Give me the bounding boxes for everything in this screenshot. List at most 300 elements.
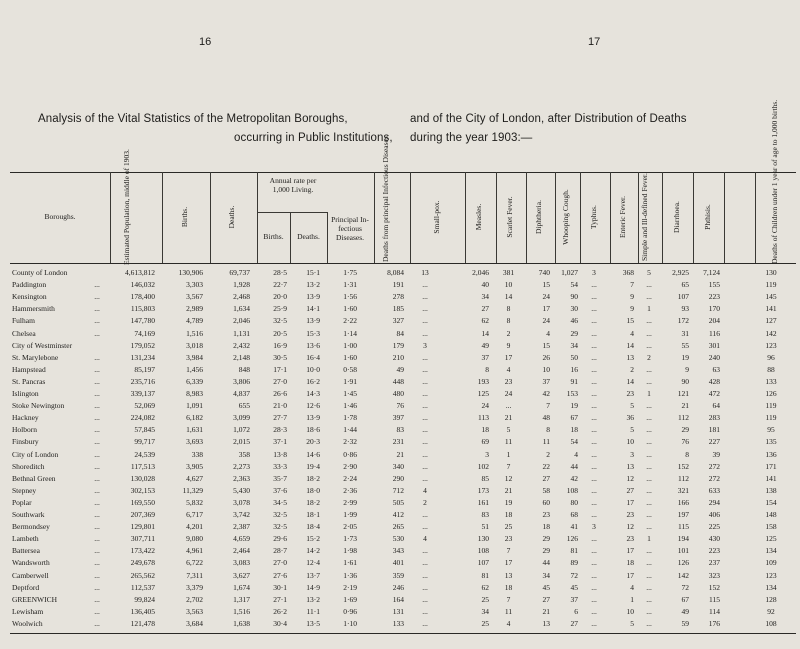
cell-borough: Hammersmith [12,304,55,314]
cell-rate-deaths: 18·4 [306,522,320,532]
cell-phthisis: 283 [708,413,720,423]
cell-children: 109 [765,558,777,568]
cell-scarlet: 7 [506,594,511,604]
cell-rate-deaths: 14·1 [306,304,320,314]
cell-borough: Hampstead [12,364,46,374]
cell-rate-births: 20·0 [273,292,287,302]
cell-whooping: 68 [570,510,578,519]
cell-phthisis: 170 [708,304,720,314]
cell-deaths-principal: 246 [392,582,404,592]
cell-measles: 3 [485,449,489,459]
cell-whooping: 41 [570,522,578,532]
cell-deaths: 3,083 [233,558,250,568]
cell-dots: ... [94,558,100,568]
cell-dots: ... [94,376,100,386]
cell-rate-principal: 2·90 [343,461,357,471]
col-rule [374,172,375,263]
cell-simple: ... [646,618,652,628]
cell-children: 119 [765,401,777,411]
title-left-line1: Analysis of the Vital Statistics of the Metropolitan Boroughs, [38,113,348,125]
table-row [0,510,800,520]
cell-whooping: 126 [566,534,578,544]
cell-rate-deaths: 19·4 [306,461,320,471]
cell-diarrhoea: 2,925 [672,268,689,277]
cell-simple: ... [646,594,652,604]
cell-diarrhoea: 172 [677,316,689,326]
cell-diarrhoea: 112 [678,413,689,423]
table-row [0,316,800,326]
cell-dots: ... [94,485,100,495]
header-whooping: Whooping Cough. [561,189,570,245]
cell-children: 130 [765,268,777,277]
table-row [0,304,800,314]
cell-dots: ... [94,304,100,314]
cell-smallpox: ... [422,558,428,568]
cell-rate-births: 28·3 [273,425,287,435]
cell-typhus: ... [591,461,597,471]
cell-children: 88 [767,364,775,374]
cell-deaths: 2,464 [233,546,250,556]
cell-deaths: 4,837 [233,389,250,398]
cell-children: 108 [765,618,777,628]
cell-dots: ... [94,389,100,398]
cell-whooping: 72 [570,570,578,580]
cell-rate-births: 29·6 [273,534,287,544]
cell-deaths-principal: 210 [392,352,404,362]
cell-whooping: 81 [570,546,578,556]
cell-simple: ... [646,510,652,519]
cell-deaths: 1,317 [233,594,250,604]
cell-diphtheria: 21 [542,606,550,616]
cell-phthisis: 225 [708,522,720,532]
cell-scarlet: 18 [504,582,513,592]
cell-deaths-principal: 412 [392,510,404,519]
cell-enteric: 10 [626,437,634,447]
cell-rate-deaths: 14·9 [306,582,320,592]
cell-diphtheria: 24 [542,292,550,302]
cell-diarrhoea: 121 [677,389,689,398]
cell-typhus: ... [591,413,597,423]
header-diarrhoea: Diarrhoea. [672,201,681,233]
cell-borough: Islington [12,389,39,398]
cell-dots: ... [94,606,100,616]
cell-smallpox: ... [422,413,428,423]
cell-deaths-principal: 359 [392,570,404,580]
cell-dots: ... [94,328,100,338]
cell-children: 125 [765,534,777,544]
cell-deaths: 1,674 [233,582,250,592]
cell-simple: ... [646,570,652,580]
cell-diphtheria: 37 [542,376,550,386]
cell-rate-births: 28·5 [273,268,287,277]
cell-diarrhoea: 197 [677,510,689,519]
header-children: Deaths of Children under 1 year of age to 1,000 births. [770,99,779,264]
cell-typhus: ... [591,606,597,616]
cell-rate-principal: 1·00 [343,340,357,350]
cell-whooping: 29 [570,328,578,338]
cell-rate-births: 27·6 [273,570,287,580]
cell-children: 171 [765,461,777,471]
cell-deaths: 3,742 [233,510,250,519]
table-row [0,583,800,593]
cell-children: 92 [767,606,775,616]
col-rule [162,172,163,263]
col-rule [693,172,694,263]
cell-deaths-principal: 131 [392,606,404,616]
cell-measles: 18 [481,425,489,435]
cell-children: 134 [765,546,777,556]
cell-simple: 1 [647,534,651,544]
cell-population: 117,513 [130,461,155,471]
cell-dots: ... [94,316,100,326]
cell-scarlet: 19 [504,497,513,507]
cell-phthisis: 204 [708,316,720,326]
cell-diphtheria: 17 [542,304,550,314]
cell-enteric: 5 [630,401,634,411]
header-enteric: Enteric Fever. [618,195,627,239]
cell-measles: 173 [477,485,489,495]
cell-children: 123 [765,340,777,350]
cell-population: 121,478 [130,618,155,628]
cell-population: 235,716 [130,376,155,386]
cell-phthisis: 155 [708,280,720,290]
cell-phthisis: 272 [708,473,720,483]
cell-simple: 1 [647,389,651,398]
cell-phthisis: 428 [708,376,720,386]
table-row [0,377,800,387]
cell-dots: ... [94,280,100,290]
cell-population: 99,717 [134,437,155,447]
cell-whooping: 45 [570,582,578,592]
cell-simple: ... [646,328,652,338]
cell-rate-principal: 2·05 [343,522,357,532]
cell-deaths-principal: 327 [392,316,404,326]
cell-enteric: 7 [630,280,634,290]
col-rule [210,172,211,263]
header-typhus: Typhus. [589,205,598,229]
header-rate-principal: Principal In- fectious Diseases. [331,215,369,242]
cell-phthisis: 240 [708,352,720,362]
cell-simple: ... [646,485,652,495]
cell-births: 2,702 [186,594,203,604]
cell-rate-principal: 0·58 [343,364,357,374]
cell-phthisis: 294 [708,497,720,507]
cell-dots: ... [94,437,100,447]
cell-births: 4,627 [186,473,203,483]
cell-dots: ... [94,594,100,604]
cell-diarrhoea: 90 [681,376,689,386]
table-row [0,280,800,290]
cell-population: 307,711 [130,534,155,544]
cell-smallpox: ... [422,437,428,447]
cell-births: 4,789 [186,316,203,326]
cell-births: 338 [191,449,203,459]
cell-whooping: 50 [570,352,578,362]
cell-phthisis: 115 [709,594,720,604]
cell-births: 4,201 [186,522,203,532]
cell-measles: 2,046 [472,268,489,277]
cell-dots: ... [94,292,100,302]
cell-deaths-principal: 505 [392,497,404,507]
cell-typhus: ... [591,401,597,411]
cell-diphtheria: 29 [542,546,550,556]
cell-borough: Deptford [12,582,40,592]
cell-simple: ... [646,449,652,459]
cell-rate-births: 27·1 [273,594,287,604]
cell-enteric: 10 [626,606,634,616]
col-rule [610,172,611,263]
cell-typhus: 3 [592,268,596,277]
cell-simple: ... [646,413,652,423]
cell-rate-deaths: 13·6 [306,340,320,350]
cell-scarlet: 2 [506,328,511,338]
cell-births: 11,329 [182,485,203,495]
cell-rate-births: 32·5 [273,522,287,532]
cell-rate-deaths: 13·9 [306,292,320,302]
cell-deaths-principal: 290 [392,473,404,483]
cell-deaths: 1,131 [233,328,250,338]
cell-simple: ... [646,376,652,386]
cell-scarlet: 25 [504,522,513,532]
cell-measles: 34 [481,606,489,616]
cell-deaths-principal: 21 [396,449,404,459]
cell-rate-births: 32·5 [273,510,287,519]
cell-population: 115,803 [130,304,155,314]
cell-simple: ... [646,522,652,532]
cell-rate-deaths: 14·6 [306,449,320,459]
cell-diphtheria: 60 [542,497,550,507]
header-diphtheria: Diphtheria. [534,200,543,234]
cell-diphtheria: 27 [542,594,550,604]
table-row [0,450,800,460]
cell-rate-principal: 2·99 [343,497,357,507]
cell-rate-principal: 2·32 [343,437,357,447]
cell-scarlet: 9 [506,340,511,350]
cell-diphtheria: 27 [542,473,550,483]
cell-whooping: 34 [570,340,578,350]
cell-measles: 193 [477,376,489,386]
cell-children: 141 [765,304,777,314]
cell-scarlet: 8 [506,304,511,314]
cell-typhus: ... [591,328,597,338]
cell-diphtheria: 44 [542,558,550,568]
cell-enteric: 12 [626,522,634,532]
col-rule [110,172,111,263]
cell-whooping: 80 [570,497,578,507]
cell-rate-deaths: 13·9 [306,413,320,423]
cell-diarrhoea: 142 [677,570,689,580]
cell-rate-principal: 1·10 [343,618,357,628]
cell-children: 133 [765,376,777,386]
cell-whooping: 44 [570,461,578,471]
cell-rate-principal: 1·60 [343,352,357,362]
cell-deaths: 1,516 [233,606,250,616]
cell-diphtheria: 24 [542,316,550,326]
cell-population: 52,069 [134,401,155,411]
cell-births: 130,906 [178,268,203,277]
cell-children: 141 [765,473,777,483]
cell-scarlet: 7 [506,461,511,471]
cell-phthisis: 272 [708,461,720,471]
cell-scarlet: 13 [504,570,513,580]
cell-deaths: 848 [238,364,250,374]
cell-typhus: ... [591,437,597,447]
cell-simple: ... [646,606,652,616]
cell-simple: ... [646,558,652,568]
cell-measles: 83 [481,510,489,519]
cell-births: 1,091 [186,401,203,411]
cell-diphtheria: 45 [542,582,550,592]
cell-population: 169,550 [130,497,155,507]
cell-simple: ... [646,401,652,411]
cell-measles: 49 [481,340,489,350]
table-row [0,522,800,532]
cell-births: 3,684 [186,618,203,628]
cell-borough: Battersea [12,546,40,556]
cell-diarrhoea: 76 [681,437,689,447]
cell-borough: Paddington [12,280,47,290]
table-row [0,353,800,363]
cell-typhus: ... [591,510,597,519]
cell-smallpox: 13 [421,268,429,277]
cell-rate-births: 30·1 [273,582,287,592]
cell-scarlet: 18 [504,510,513,519]
cell-enteric: 23 [626,510,634,519]
table-row [0,607,800,617]
cell-diarrhoea: 67 [681,594,689,604]
cell-typhus: ... [591,340,597,350]
cell-smallpox: ... [422,280,428,290]
cell-deaths-principal: 340 [392,461,404,471]
cell-enteric: 5 [630,425,634,435]
cell-population: 179,052 [130,340,155,350]
cell-whooping: 46 [570,316,578,326]
cell-borough: Finsbury [12,437,39,447]
cell-rate-deaths: 12·4 [306,558,320,568]
cell-rate-deaths: 10·0 [306,364,320,374]
cell-whooping: 90 [570,292,578,302]
cell-diarrhoea: 65 [681,280,689,290]
cell-rate-deaths: 15·2 [306,534,320,544]
table-row [0,498,800,508]
table-row [0,389,800,399]
cell-diarrhoea: 93 [681,304,689,314]
cell-diphtheria: 34 [542,570,550,580]
cell-population: 136,405 [130,606,155,616]
cell-enteric: 3 [630,449,634,459]
cell-deaths: 2,468 [233,292,250,302]
cell-births: 3,693 [186,437,203,447]
table-row [0,292,800,302]
cell-dots: ... [94,570,100,580]
cell-enteric: 23 [626,534,634,544]
cell-rate-births: 16·9 [273,340,287,350]
cell-diphtheria: 23 [542,510,550,519]
cell-measles: 37 [481,352,489,362]
cell-smallpox: 2 [423,497,427,507]
cell-births: 1,456 [186,364,203,374]
cell-measles: 14 [481,328,489,338]
cell-smallpox: ... [422,376,428,386]
cell-dots: ... [94,425,100,435]
cell-population: 99,824 [134,594,155,604]
cell-typhus: ... [591,352,597,362]
cell-rate-deaths: 13·5 [306,618,320,628]
cell-children: 158 [765,522,777,532]
cell-smallpox: ... [422,328,428,338]
cell-rate-births: 27·7 [273,413,287,423]
cell-scarlet: 8 [506,316,511,326]
cell-scarlet: 4 [506,364,511,374]
cell-rate-births: 34·5 [273,497,287,507]
cell-scarlet: 23 [504,376,513,386]
cell-deaths: 3,627 [233,570,250,580]
title-right-line2: during the year 1903:— [410,132,533,144]
cell-rate-principal: 2·24 [343,473,357,483]
cell-phthisis: 237 [708,558,720,568]
cell-phthisis: 223 [708,546,720,556]
cell-borough: Poplar [12,497,32,507]
cell-rate-principal: 1·36 [343,570,357,580]
cell-measles: 81 [481,570,489,580]
cell-population: 130,028 [130,473,155,483]
cell-measles: 8 [485,364,489,374]
cell-rate-deaths: 18·2 [306,497,320,507]
cell-rate-births: 21·0 [273,401,287,411]
cell-rate-principal: 2·36 [343,485,357,495]
cell-smallpox: 3 [423,340,427,350]
cell-rate-deaths: 15·1 [306,268,320,277]
cell-population: 24,539 [134,449,155,459]
cell-smallpox: ... [422,449,428,459]
cell-rate-births: 20·5 [273,328,287,338]
cell-deaths-principal: 397 [392,413,404,423]
cell-whooping: 91 [570,376,578,386]
cell-measles: 24 [481,401,489,411]
cell-births: 6,717 [186,510,203,519]
cell-rate-births: 25·9 [273,304,287,314]
cell-simple: ... [646,316,652,326]
cell-scarlet: 7 [506,546,511,556]
cell-births: 3,567 [186,292,203,302]
cell-typhus: ... [591,594,597,604]
cell-typhus: ... [591,582,597,592]
cell-rate-births: 37·1 [273,437,287,447]
cell-population: 74,169 [134,328,155,338]
cell-rate-deaths: 11·1 [306,606,320,616]
cell-deaths-principal: 76 [396,401,404,411]
cell-enteric: 27 [626,485,634,495]
table-row [0,425,800,435]
cell-measles: 69 [481,437,489,447]
cell-rate-principal: 1·73 [343,534,357,544]
cell-whooping: 4 [574,449,578,459]
table-row [0,619,800,629]
cell-diphtheria: 42 [542,389,550,398]
cell-dots: ... [94,582,100,592]
cell-measles: 113 [478,413,489,423]
cell-deaths: 2,387 [233,522,250,532]
header-measles: Measles. [474,203,483,231]
cell-deaths: 5,430 [233,485,250,495]
cell-births: 3,379 [186,582,203,592]
cell-whooping: 67 [570,413,578,423]
cell-diphtheria: 2 [546,449,550,459]
cell-smallpox: ... [422,594,428,604]
cell-deaths-principal: 185 [392,304,404,314]
cell-children: 135 [765,437,777,447]
cell-typhus: ... [591,449,597,459]
